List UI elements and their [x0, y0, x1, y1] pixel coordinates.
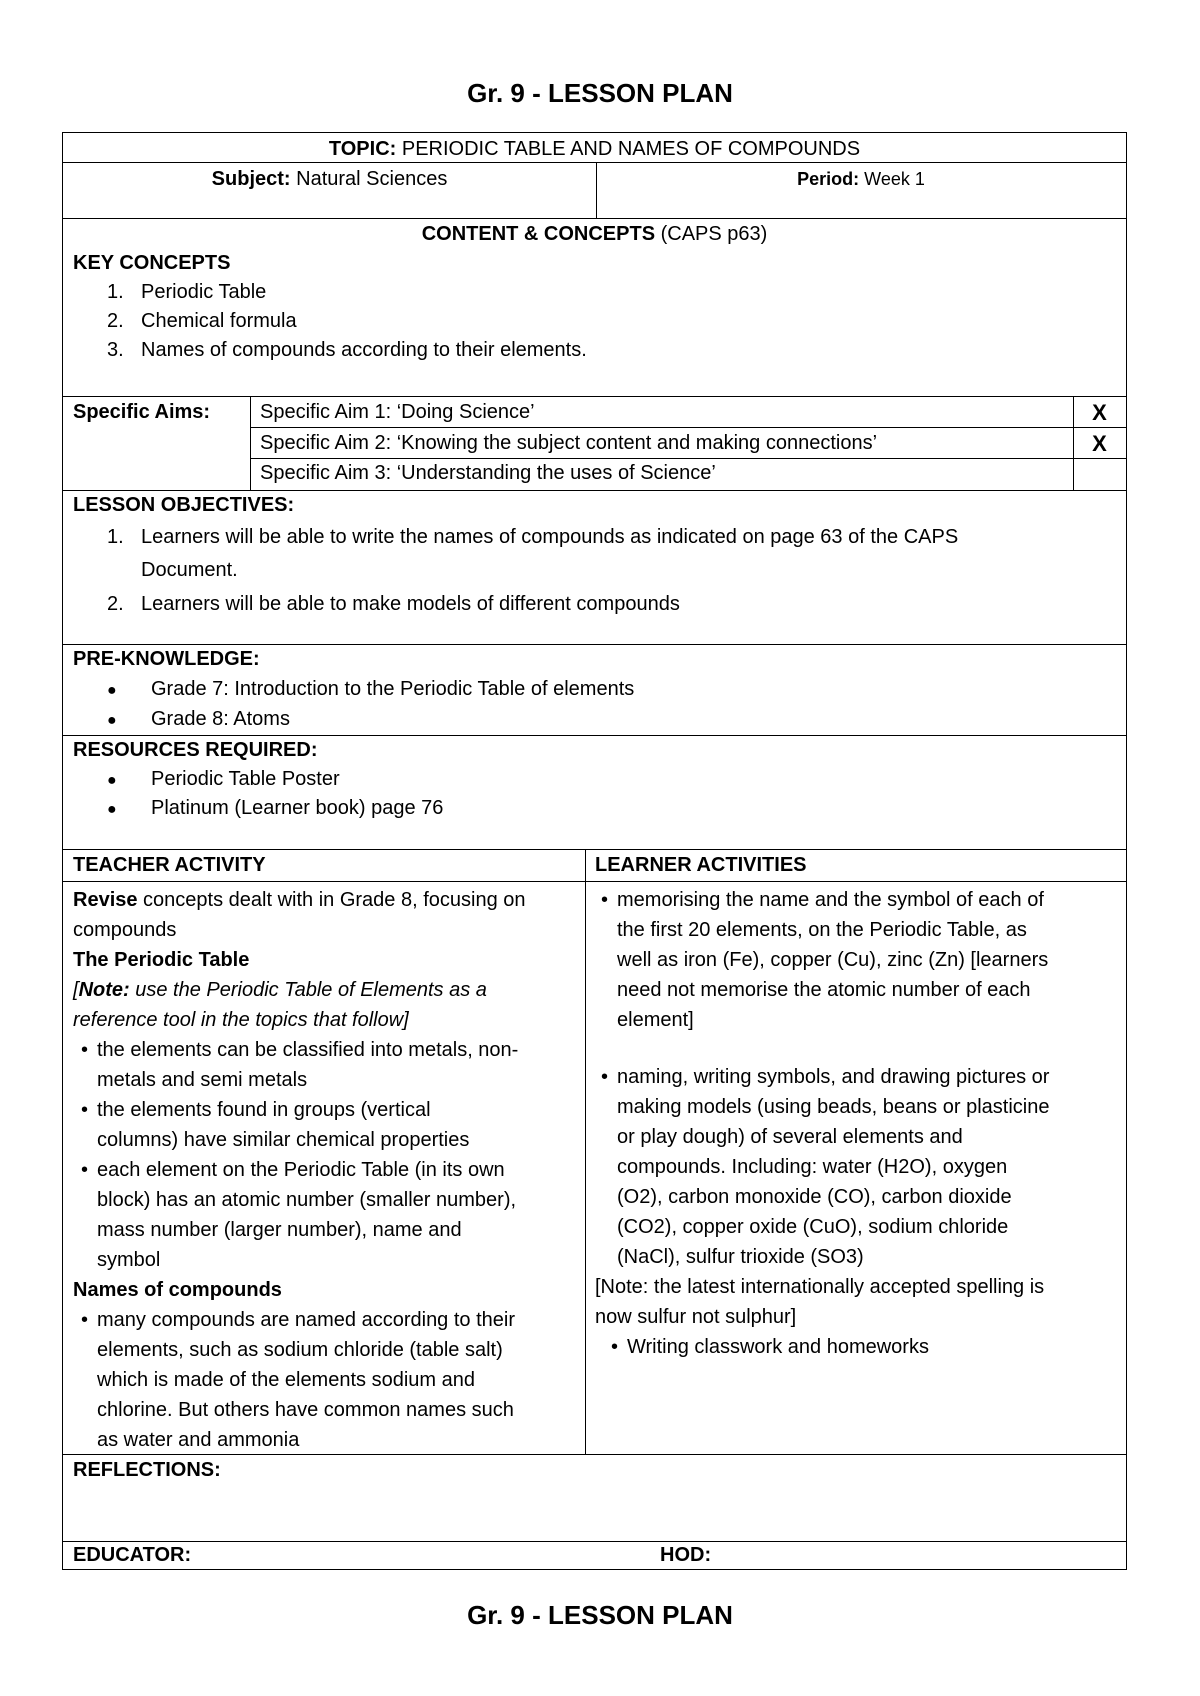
names-of-compounds-heading: Names of compounds	[73, 1279, 282, 1301]
divider	[63, 849, 1126, 850]
divider	[63, 218, 1126, 219]
learner-bullet-continued: (NaCl), sulfur trioxide (SO3)	[617, 1246, 864, 1268]
objective-item: 2. Learners will be able to make models of different compounds	[107, 593, 680, 615]
lesson-plan-table	[62, 132, 1127, 1570]
content-heading-line	[63, 220, 1126, 250]
period-value: Week 1	[859, 169, 925, 189]
divider	[63, 881, 1126, 882]
learner-bullet-continued: element]	[617, 1009, 694, 1031]
specific-aim-text: Specific Aim 1: ‘Doing Science’	[260, 401, 535, 423]
learner-activities-header: LEARNER ACTIVITIES	[595, 854, 807, 876]
learner-bullet-continued: compounds. Including: water (H2O), oxygen	[617, 1156, 1008, 1178]
learner-bullet-continued: (CO2), copper oxide (CuO), sodium chloride	[617, 1216, 1009, 1238]
specific-aims-label: Specific Aims:	[73, 401, 211, 423]
pre-knowledge-item: ● Grade 7: Introduction to the Periodic Table of elements	[107, 678, 635, 700]
footer-title: Gr. 9 - LESSON PLAN	[467, 1600, 733, 1630]
periodic-table-heading: The Periodic Table	[73, 949, 250, 971]
teacher-bullet-continued: symbol	[97, 1249, 161, 1271]
subject-label: Subject:	[211, 168, 291, 190]
divider	[63, 162, 1126, 163]
key-concept-item: 3. Names of compounds according to their elements.	[107, 339, 587, 361]
learner-bullet: • naming, writing symbols, and drawing pictures or	[601, 1066, 1050, 1088]
topic-label: TOPIC:	[328, 138, 397, 160]
key-concepts-label: KEY CONCEPTS	[73, 252, 231, 274]
learner-bullet: • memorising the name and the symbol of each of	[601, 889, 1044, 911]
teacher-bullet-continued: block) has an atomic number (smaller number),	[97, 1189, 517, 1211]
period-line	[596, 165, 1126, 195]
learner-note-line: [Note: the latest internationally accepted spelling is	[595, 1276, 1045, 1298]
resource-item: ● Periodic Table Poster	[107, 768, 340, 790]
teacher-bullet-continued: chlorine. But others have common names such	[97, 1399, 514, 1421]
teacher-bullet: • the elements found in groups (vertical	[81, 1099, 431, 1121]
teacher-bullet: • the elements can be classified into metals, non-	[81, 1039, 519, 1061]
teacher-text-line: Revise concepts dealt with in Grade 8, focusing on	[73, 889, 526, 911]
key-concept-item: 2. Chemical formula	[107, 310, 297, 332]
teacher-activity-header: TEACHER ACTIVITY	[73, 854, 266, 876]
subject-value: Natural Sciences	[290, 168, 448, 190]
learner-bullet-continued: the first 20 elements, on the Periodic Table, as	[617, 919, 1027, 941]
learner-bullet-continued: making models (using beads, beans or plasticine	[617, 1096, 1050, 1118]
teacher-bullet-continued: as water and ammonia	[97, 1429, 300, 1451]
objective-item: 1. Learners will be able to write the names of compounds as indicated on page 63 of the CAPS	[107, 526, 959, 548]
divider	[250, 427, 1126, 428]
content-heading: CONTENT & CONCEPTS	[421, 223, 656, 245]
reflections-label: REFLECTIONS:	[73, 1459, 221, 1481]
key-concept-item: 1. Periodic Table	[107, 281, 267, 303]
resources-label: RESOURCES REQUIRED:	[73, 739, 318, 761]
objectives-label: LESSON OBJECTIVES:	[73, 494, 295, 516]
teacher-bullet-continued: columns) have similar chemical properties	[97, 1129, 470, 1151]
learner-bullet: • Writing classwork and homeworks	[611, 1336, 929, 1358]
learner-note-line: now sulfur not sulphur]	[595, 1306, 797, 1328]
resource-item: ● Platinum (Learner book) page 76	[107, 797, 444, 819]
divider	[63, 396, 1126, 397]
teacher-bullet: • each element on the Periodic Table (in its own	[81, 1159, 505, 1181]
topic-line	[63, 135, 1126, 165]
teacher-note-line: [Note: use the Periodic Table of Elements as a	[73, 979, 487, 1001]
page-title: Gr. 9 - LESSON PLAN	[467, 78, 733, 108]
teacher-note-line: reference tool in the topics that follow]	[73, 1009, 409, 1031]
divider	[585, 849, 586, 1454]
divider	[250, 396, 251, 490]
aim-check-mark: X	[1092, 400, 1107, 425]
pre-knowledge-item: ● Grade 8: Atoms	[107, 708, 290, 730]
hod-label: HOD:	[660, 1544, 712, 1566]
divider	[63, 1454, 1126, 1455]
teacher-bullet-continued: metals and semi metals	[97, 1069, 308, 1091]
period-label: Period:	[797, 169, 860, 189]
teacher-bullet-continued: elements, such as sodium chloride (table salt)	[97, 1339, 503, 1361]
topic-value: PERIODIC TABLE AND NAMES OF COMPOUNDS	[396, 138, 861, 160]
aim-check-mark: X	[1092, 431, 1107, 456]
divider	[63, 1541, 1126, 1542]
teacher-bullet: • many compounds are named according to their	[81, 1309, 516, 1331]
teacher-text-line: compounds	[73, 919, 177, 941]
teacher-bullet-continued: which is made of the elements sodium and	[97, 1369, 475, 1391]
subject-line	[63, 165, 596, 195]
learner-bullet-continued: or play dough) of several elements and	[617, 1126, 963, 1148]
teacher-bullet-continued: mass number (larger number), name and	[97, 1219, 462, 1241]
specific-aim-text: Specific Aim 3: ‘Understanding the uses of Science’	[260, 462, 716, 484]
educator-label: EDUCATOR:	[73, 1544, 192, 1566]
learner-bullet-continued: (O2), carbon monoxide (CO), carbon dioxide	[617, 1186, 1012, 1208]
content-reference: (CAPS p63)	[655, 223, 768, 245]
learner-bullet-continued: need not memorise the atomic number of each	[617, 979, 1031, 1001]
pre-knowledge-label: PRE-KNOWLEDGE:	[73, 648, 260, 670]
objective-item-continued: Document.	[141, 559, 238, 581]
learner-bullet-continued: well as iron (Fe), copper (Cu), zinc (Zn) [learners	[617, 949, 1049, 971]
specific-aim-text: Specific Aim 2: ‘Knowing the subject content and making connections’	[260, 432, 878, 454]
